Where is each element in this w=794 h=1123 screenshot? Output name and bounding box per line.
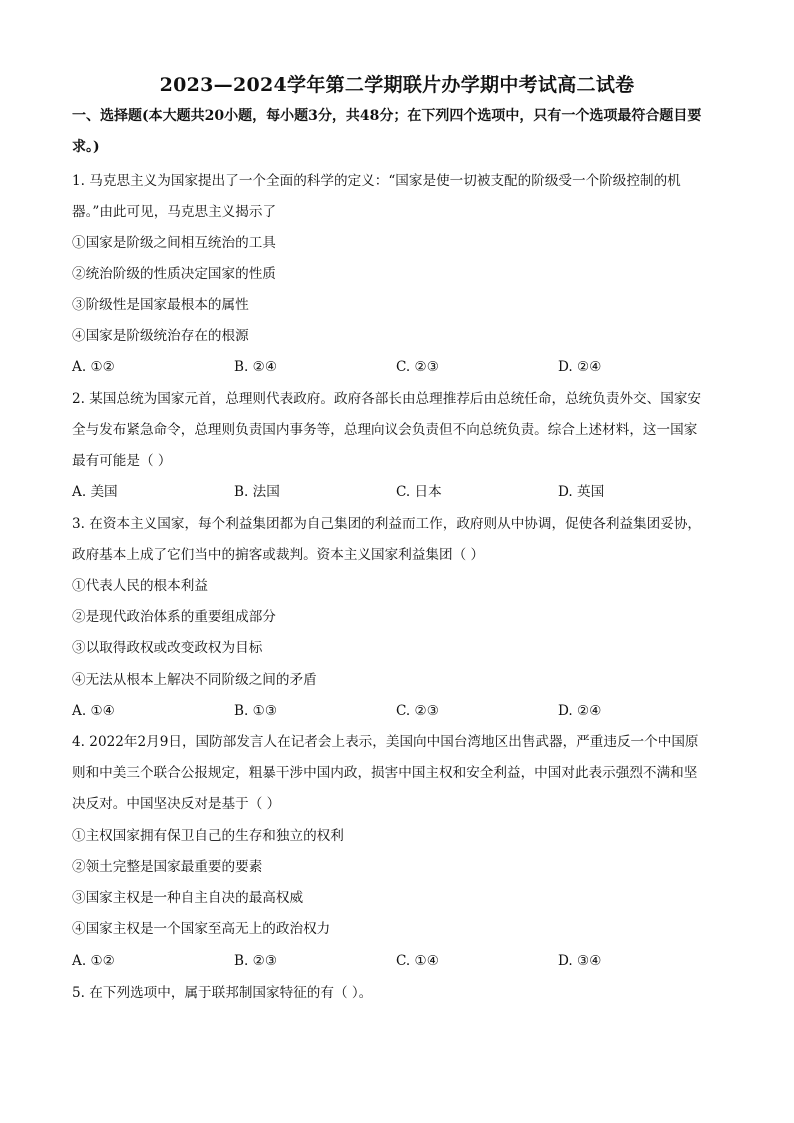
question-5-line-1: 5. 在下列选项中，属于联邦制国家特征的有（ ）。 bbox=[72, 985, 373, 1001]
question-4-line-3: 决反对。中国坚决反对是基于（ ） bbox=[72, 796, 281, 812]
question-3-statement-1: ①代表人民的根本利益 bbox=[72, 578, 208, 594]
question-2-option-a[interactable]: A. 美国 bbox=[72, 484, 118, 500]
question-2-line-3: 最有可能是（ ） bbox=[72, 453, 172, 469]
question-4-option-c[interactable]: C. ①④ bbox=[396, 953, 439, 969]
question-4-options bbox=[72, 951, 727, 971]
question-3-statement-3: ③以取得政权或改变政权为目标 bbox=[72, 640, 263, 656]
question-3-option-a[interactable]: A. ①④ bbox=[72, 703, 115, 719]
question-1-option-b[interactable]: B. ②④ bbox=[234, 359, 278, 375]
question-2-option-c[interactable]: C. 日本 bbox=[396, 484, 442, 500]
question-4-line-1: 4. 2022年2月9日，国防部发言人在记者会上表示，美国向中国台湾地区出售武器，严重违反一个中国原 bbox=[72, 734, 699, 750]
question-3-option-c[interactable]: C. ②③ bbox=[396, 703, 439, 719]
question-1-option-c[interactable]: C. ②③ bbox=[396, 359, 439, 375]
question-4-statement-2: ②领土完整是国家最重要的要素 bbox=[72, 859, 263, 875]
question-1-statement-2: ②统治阶级的性质决定国家的性质 bbox=[72, 266, 276, 282]
question-1-statement-3: ③阶级性是国家最根本的属性 bbox=[72, 297, 249, 313]
question-1-option-a[interactable]: A. ①② bbox=[72, 359, 115, 375]
question-4-option-b[interactable]: B. ②③ bbox=[234, 953, 278, 969]
question-3-option-d[interactable]: D. ②④ bbox=[558, 703, 602, 719]
question-4-statement-1: ①主权国家拥有保卫自己的生存和独立的权利 bbox=[72, 828, 344, 844]
question-2-options bbox=[72, 482, 727, 502]
question-4-statement-3: ③国家主权是一种自主自决的最高权威 bbox=[72, 890, 304, 906]
question-3-statement-4: ④无法从根本上解决不同阶级之间的矛盾 bbox=[72, 672, 317, 688]
question-1-statement-1: ①国家是阶级之间相互统治的工具 bbox=[72, 235, 276, 251]
question-1-line-2: 器。”由此可见，马克思主义揭示了 bbox=[72, 204, 277, 220]
question-1-option-d[interactable]: D. ②④ bbox=[558, 359, 602, 375]
section-heading: 一、选择题(本大题共20小题，每小题3分，共48分；在下列四个选项中，只有一个选项最符合题目要求。) bbox=[72, 108, 702, 155]
question-3-line-1: 3. 在资本主义国家，每个利益集团都为自己集团的利益而工作，政府则从中协调，促使各利益集团妥协， bbox=[72, 516, 702, 532]
question-2-option-d[interactable]: D. 英国 bbox=[558, 484, 605, 500]
question-2-line-2: 全与发布紧急命令，总理则负责国内事务等，总理向议会负责但不向总统负责。综合上述材料，这一国家 bbox=[72, 422, 698, 438]
question-1-options bbox=[72, 357, 727, 377]
question-3-option-b[interactable]: B. ①③ bbox=[234, 703, 278, 719]
question-2-option-b[interactable]: B. 法国 bbox=[234, 484, 280, 500]
page-title: 2023—2024学年第二学期联片办学期中考试高二试卷 bbox=[159, 74, 635, 96]
question-1-statement-4: ④国家是阶级统治存在的根源 bbox=[72, 328, 249, 344]
question-3-statement-2: ②是现代政治体系的重要组成部分 bbox=[72, 609, 276, 625]
question-4-statement-4: ④国家主权是一个国家至高无上的政治权力 bbox=[72, 921, 331, 937]
question-4-option-a[interactable]: A. ①② bbox=[72, 953, 115, 969]
question-2-line-1: 2. 某国总统为国家元首，总理则代表政府。政府各部长由总理推荐后由总统任命，总统负责外交、国家安 bbox=[72, 391, 702, 407]
question-4-option-d[interactable]: D. ③④ bbox=[558, 953, 602, 969]
question-3-line-2: 政府基本上成了它们当中的掮客或裁判。资本主义国家利益集团（ ） bbox=[72, 547, 485, 563]
question-1-line-1: 1. 马克思主义为国家提出了一个全面的科学的定义：“国家是使一切被支配的阶级受一个阶级控制的机 bbox=[72, 173, 681, 189]
question-3-options bbox=[72, 701, 727, 721]
question-4-line-2: 则和中美三个联合公报规定，粗暴干涉中国内政，损害中国主权和安全利益，中国对此表示强烈不满和坚 bbox=[72, 765, 698, 781]
